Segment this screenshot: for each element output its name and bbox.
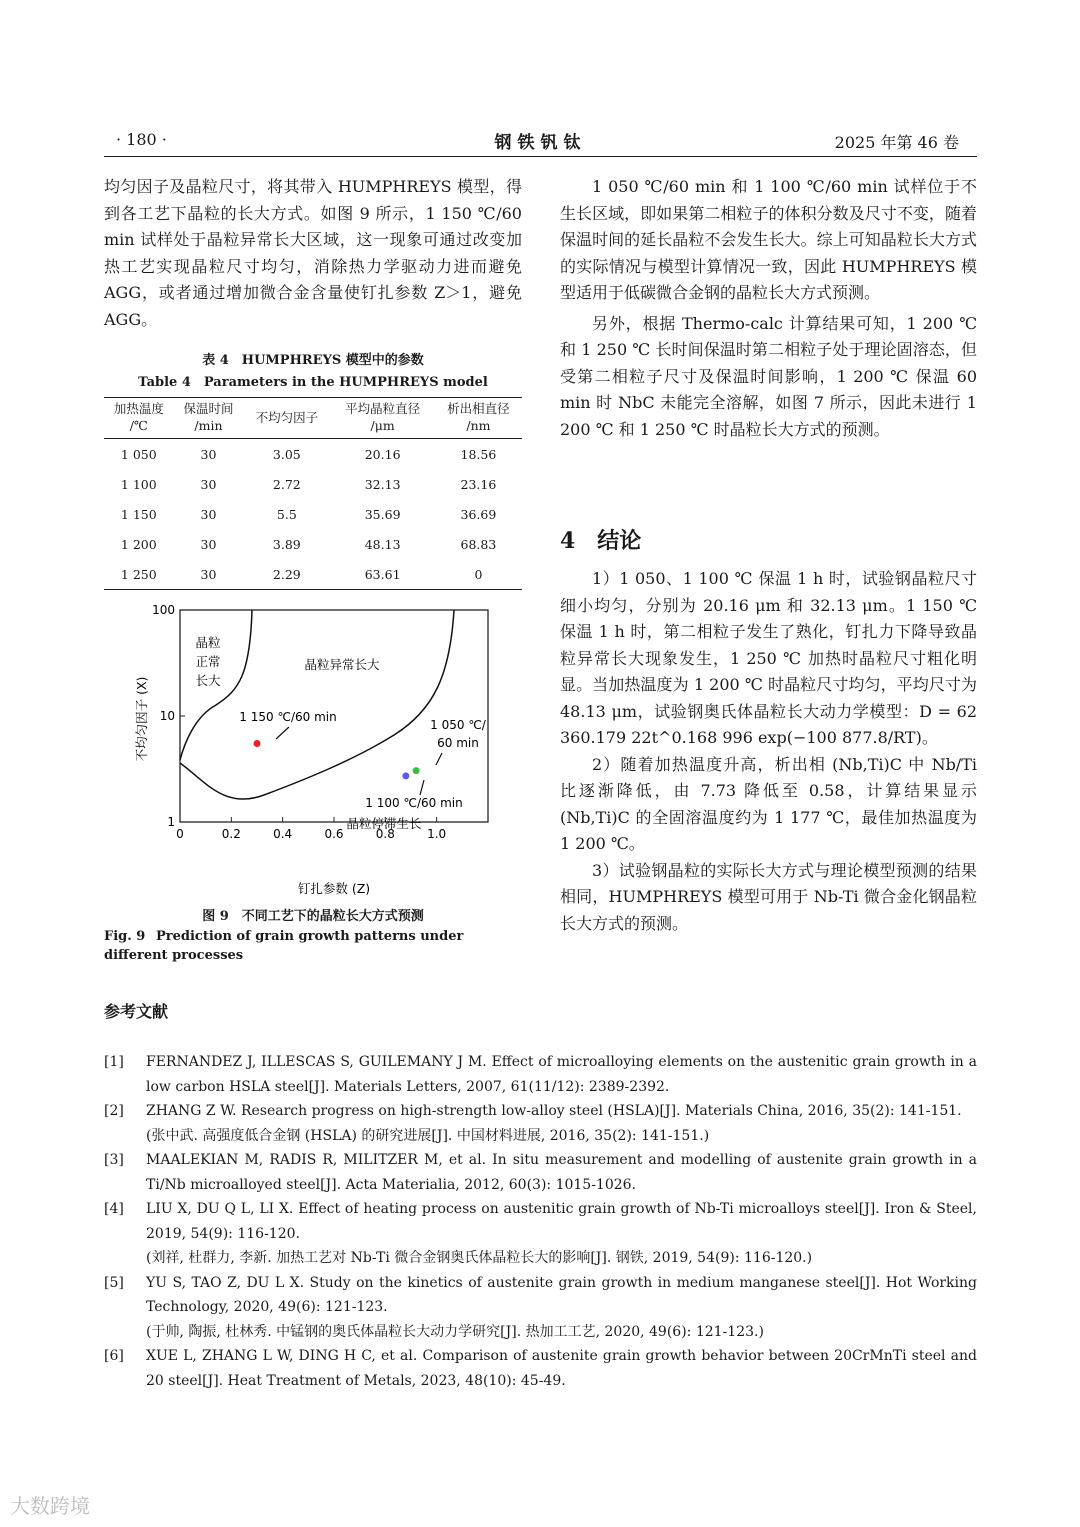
table-cell: 20.16 xyxy=(364,446,401,462)
region-stagnant-label: 晶粒停滞生长 xyxy=(346,816,422,831)
table-cell: 30 xyxy=(200,446,217,462)
table-cell: 0 xyxy=(435,559,522,590)
conclusion-2: 2）随着加热温度升高，析出相 (Nb,Ti)C 中 Nb/Ti 比逐渐降低，由 7.73 降低至 0.58，计算结果显示 (Nb,Ti)C 的全固溶温度约为 1 177 ℃，最佳加热温度为 1 200 ℃。 xyxy=(560,754,977,853)
label-1100: 1 100 ℃/60 min xyxy=(365,796,463,810)
label-1150: 1 150 ℃/60 min xyxy=(239,710,337,724)
x-tick-label: 0.6 xyxy=(324,827,344,841)
right-paragraph-1: 1 050 ℃/60 min 和 1 100 ℃/60 min 试样位于不生长区域，即如果第二相粒子的体积分数及尺寸不变，随着保温时间的延长晶粒不会发生长大。综上可知晶粒长大方式的实际情况与模型计算情况一致，因此 HUMPHREYS 模型适用于低碳微合金钢的晶粒长大方式预测。 xyxy=(560,177,977,302)
conclusion-1: 1）1 050、1 100 ℃ 保温 1 h 时，试验钢晶粒尺寸细小均匀，分别为 20.16 μm 和 32.13 μm。1 150 ℃ 保温 1 h 时，第二相粒子发生了熟化，钉扎力下降导致晶粒异常长大现象发生，1 250 ℃ 加热时晶粒尺寸粗化明显。当加热温度为 1 200 ℃ 时晶粒尺寸均匀，平均尺寸为 48.13 μm，试验钢奥氏体晶粒长大动力学模型：D = 62 360.179 22t^0.168 996 exp(−100 877.8/RT)。 xyxy=(560,569,977,747)
left-column-text xyxy=(104,174,522,333)
reference-item: [1] FERNANDEZ J, ILLESCAS S, GUILEMANY J M. Effect of microalloying elements on the austenitic grain growth in a low carbon HSLA steel[J]. Materials Letters, 2007, 61(11/12): 2389-2392. xyxy=(104,1054,977,1095)
figure9-svg xyxy=(104,595,522,905)
data-point xyxy=(413,767,420,774)
x-tick-label: 1.0 xyxy=(427,827,447,841)
reference-item: [4] LIU X, DU Q L, LI X. Effect of heating process on austenitic grain growth of Nb-Ti microalloys steel[J]. Iron & Steel, 2019, 54(9): 116-120. (刘祥, 杜群力, 李新. 加热工艺对 Nb-Ti 微合金钢奥氏体晶粒长大的影响[J]. 钢铁, 2019, 54(9): 116-120.) xyxy=(104,1201,977,1266)
y-tick-label: 10 xyxy=(159,709,175,723)
data-points xyxy=(254,740,420,779)
section-heading-conclusion: 4 结论 xyxy=(560,528,642,554)
reference-item: [2] ZHANG Z W. Research progress on high-strength low-alloy steel (HSLA)[J]. Materials China, 2016, 35(2): 141-151. (张中武. 高强度低合金钢 (HSLA) 的研究进展[J]. 中国材料进展, 2016, 35(2): 141-151.) xyxy=(104,1103,962,1144)
region-normal-line1: 晶粒 xyxy=(195,635,221,650)
figure9-caption-en: Fig. 9 Prediction of grain growth patterns under different processes xyxy=(104,929,464,963)
table-cell: 48.13 xyxy=(364,536,401,552)
page-header xyxy=(104,128,977,157)
left-paragraph-1: 均匀因子及晶粒尺寸，将其带入 HUMPHREYS 模型，得到各工艺下晶粒的长大方式。如图 9 所示，1 150 ℃/60 min 试样处于晶粒异常长大区域，这一现象可通过改变加热工艺实现晶粒尺寸均匀，消除热力学驱动力进而避免 AGG，或者通过增加微合金含量使钉扎参数 Z＞1，避免 AGG。 xyxy=(104,177,522,329)
references-list xyxy=(104,1050,977,1393)
table-row xyxy=(104,499,522,529)
table-cell: 30 xyxy=(200,476,217,492)
table-cell: 1 150 xyxy=(120,506,157,522)
table-cell: 63.61 xyxy=(330,559,434,590)
table-cell: 5.5 xyxy=(276,506,297,522)
table-cell: 30 xyxy=(200,506,217,522)
page-number: · 180 · xyxy=(116,130,167,149)
y-tick-label: 100 xyxy=(152,603,175,617)
journal-title: 钢铁钒钛 xyxy=(494,133,587,153)
conclusions xyxy=(560,566,977,937)
arrow-1050 xyxy=(436,753,442,765)
table-cell: 68.83 xyxy=(460,536,497,552)
table-row xyxy=(104,469,522,499)
figure9-caption-cn: 图 9 不同工艺下的晶粒长大方式预测 xyxy=(202,909,424,924)
table-cell: 30 xyxy=(200,536,217,552)
table-cell: 1 100 xyxy=(120,476,157,492)
table-cell: 35.69 xyxy=(364,506,401,522)
table-row xyxy=(104,529,522,559)
arrow-1100 xyxy=(420,780,424,795)
x-tick-label: 0.8 xyxy=(375,827,395,841)
reference-item: [6] XUE L, ZHANG L W, DING H C, et al. Comparison of austenite grain growth behavior between 20CrMnTi steel and 20 steel[J]. Heat Treatment of Metals, 2023, 48(10): 45-49. xyxy=(104,1348,977,1389)
table-cell: 1 050 xyxy=(120,446,157,462)
table-cell: 3.89 xyxy=(272,536,301,552)
table-header: 加热温度 /℃ xyxy=(104,398,174,439)
table-cell: 23.16 xyxy=(460,476,497,492)
table4 xyxy=(104,397,522,590)
table-cell: 3.05 xyxy=(272,446,301,462)
table-header: 析出相直径 /nm xyxy=(435,398,522,439)
table-header: 保温时间 /min xyxy=(174,398,244,439)
x-tick-label: 0.2 xyxy=(221,827,241,841)
region-abnormal-label: 晶粒异常长大 xyxy=(304,657,380,672)
table4-caption-en: Table 4 Parameters in the HUMPHREYS model xyxy=(138,375,488,390)
x-axis-label: 钉扎参数 (Z) xyxy=(297,881,371,896)
region-normal-line3: 长大 xyxy=(195,673,221,688)
right-column-text xyxy=(560,174,977,443)
references-heading: 参考文献 xyxy=(104,1002,169,1021)
x-tick-label: 0 xyxy=(176,827,184,841)
arrow-1150 xyxy=(276,727,289,739)
table-cell: 18.56 xyxy=(460,446,497,462)
table-cell: 1 200 xyxy=(120,536,157,552)
conclusion-3: 3）试验钢晶粒的实际长大方式与理论模型预测的结果相同，HUMPHREYS 模型可用于 Nb-Ti 微合金化钢晶粒长大方式的预测。 xyxy=(560,860,977,933)
table-cell: 1 250 xyxy=(104,559,174,590)
data-point xyxy=(254,740,261,747)
table-cell: 36.69 xyxy=(460,506,497,522)
table-cell: 2.29 xyxy=(243,559,330,590)
table-row xyxy=(104,439,522,470)
region-normal-line2: 正常 xyxy=(195,654,221,669)
reference-item: [5] YU S, TAO Z, DU L X. Study on the kinetics of austenite grain growth in medium manganese steel[J]. Hot Working Technology, 2020, 49(6): 121-123. (于帅, 陶振, 杜林秀. 中锰钢的奥氏体晶粒长大动力学研究[J]. 热加工工艺, 2020, 49(6): 121-123.) xyxy=(104,1274,977,1340)
figure9-chart xyxy=(104,595,522,905)
table-row xyxy=(104,559,522,590)
x-tick-label: 0.4 xyxy=(273,827,293,841)
label-1050-line1: 1 050 ℃/ xyxy=(430,718,486,732)
volume-info: 2025 年第 46 卷 xyxy=(834,133,959,152)
table-cell: 30 xyxy=(174,559,244,590)
table4-caption-cn: 表 4 HUMPHREYS 模型中的参数 xyxy=(202,353,424,368)
table-cell: 2.72 xyxy=(272,476,301,492)
y-tick-label: 1 xyxy=(167,815,175,829)
label-1050-line2: 60 min xyxy=(437,736,479,750)
table-header: 平均晶粒直径 /μm xyxy=(330,398,434,439)
reference-item: [3] MAALEKIAN M, RADIS R, MILITZER M, et al. In situ measurement and modelling of austenite grain growth in a Ti/Nb microalloyed steel[J]. Acta Materialia, 2012, 60(3): 1015-1026. xyxy=(104,1152,977,1193)
right-paragraph-2: 另外，根据 Thermo-calc 计算结果可知，1 200 ℃ 和 1 250 ℃ 长时间保温时第二相粒子处于理论固溶态，但受第二相粒子尺寸及保温时间影响，1 200 ℃ 保温 60 min 时 NbC 未能完全溶解，如图 7 所示，因此未进行 1 200 ℃ 和 1 250 ℃ 时晶粒长大方式的预测。 xyxy=(560,313,977,439)
watermark-logo: 大数跨境 xyxy=(10,1494,90,1518)
table-header: 不均匀因子 xyxy=(243,398,330,439)
table-cell: 32.13 xyxy=(364,476,401,492)
data-point xyxy=(402,772,409,779)
y-axis-label: 不均匀因子 (X) xyxy=(134,676,149,762)
